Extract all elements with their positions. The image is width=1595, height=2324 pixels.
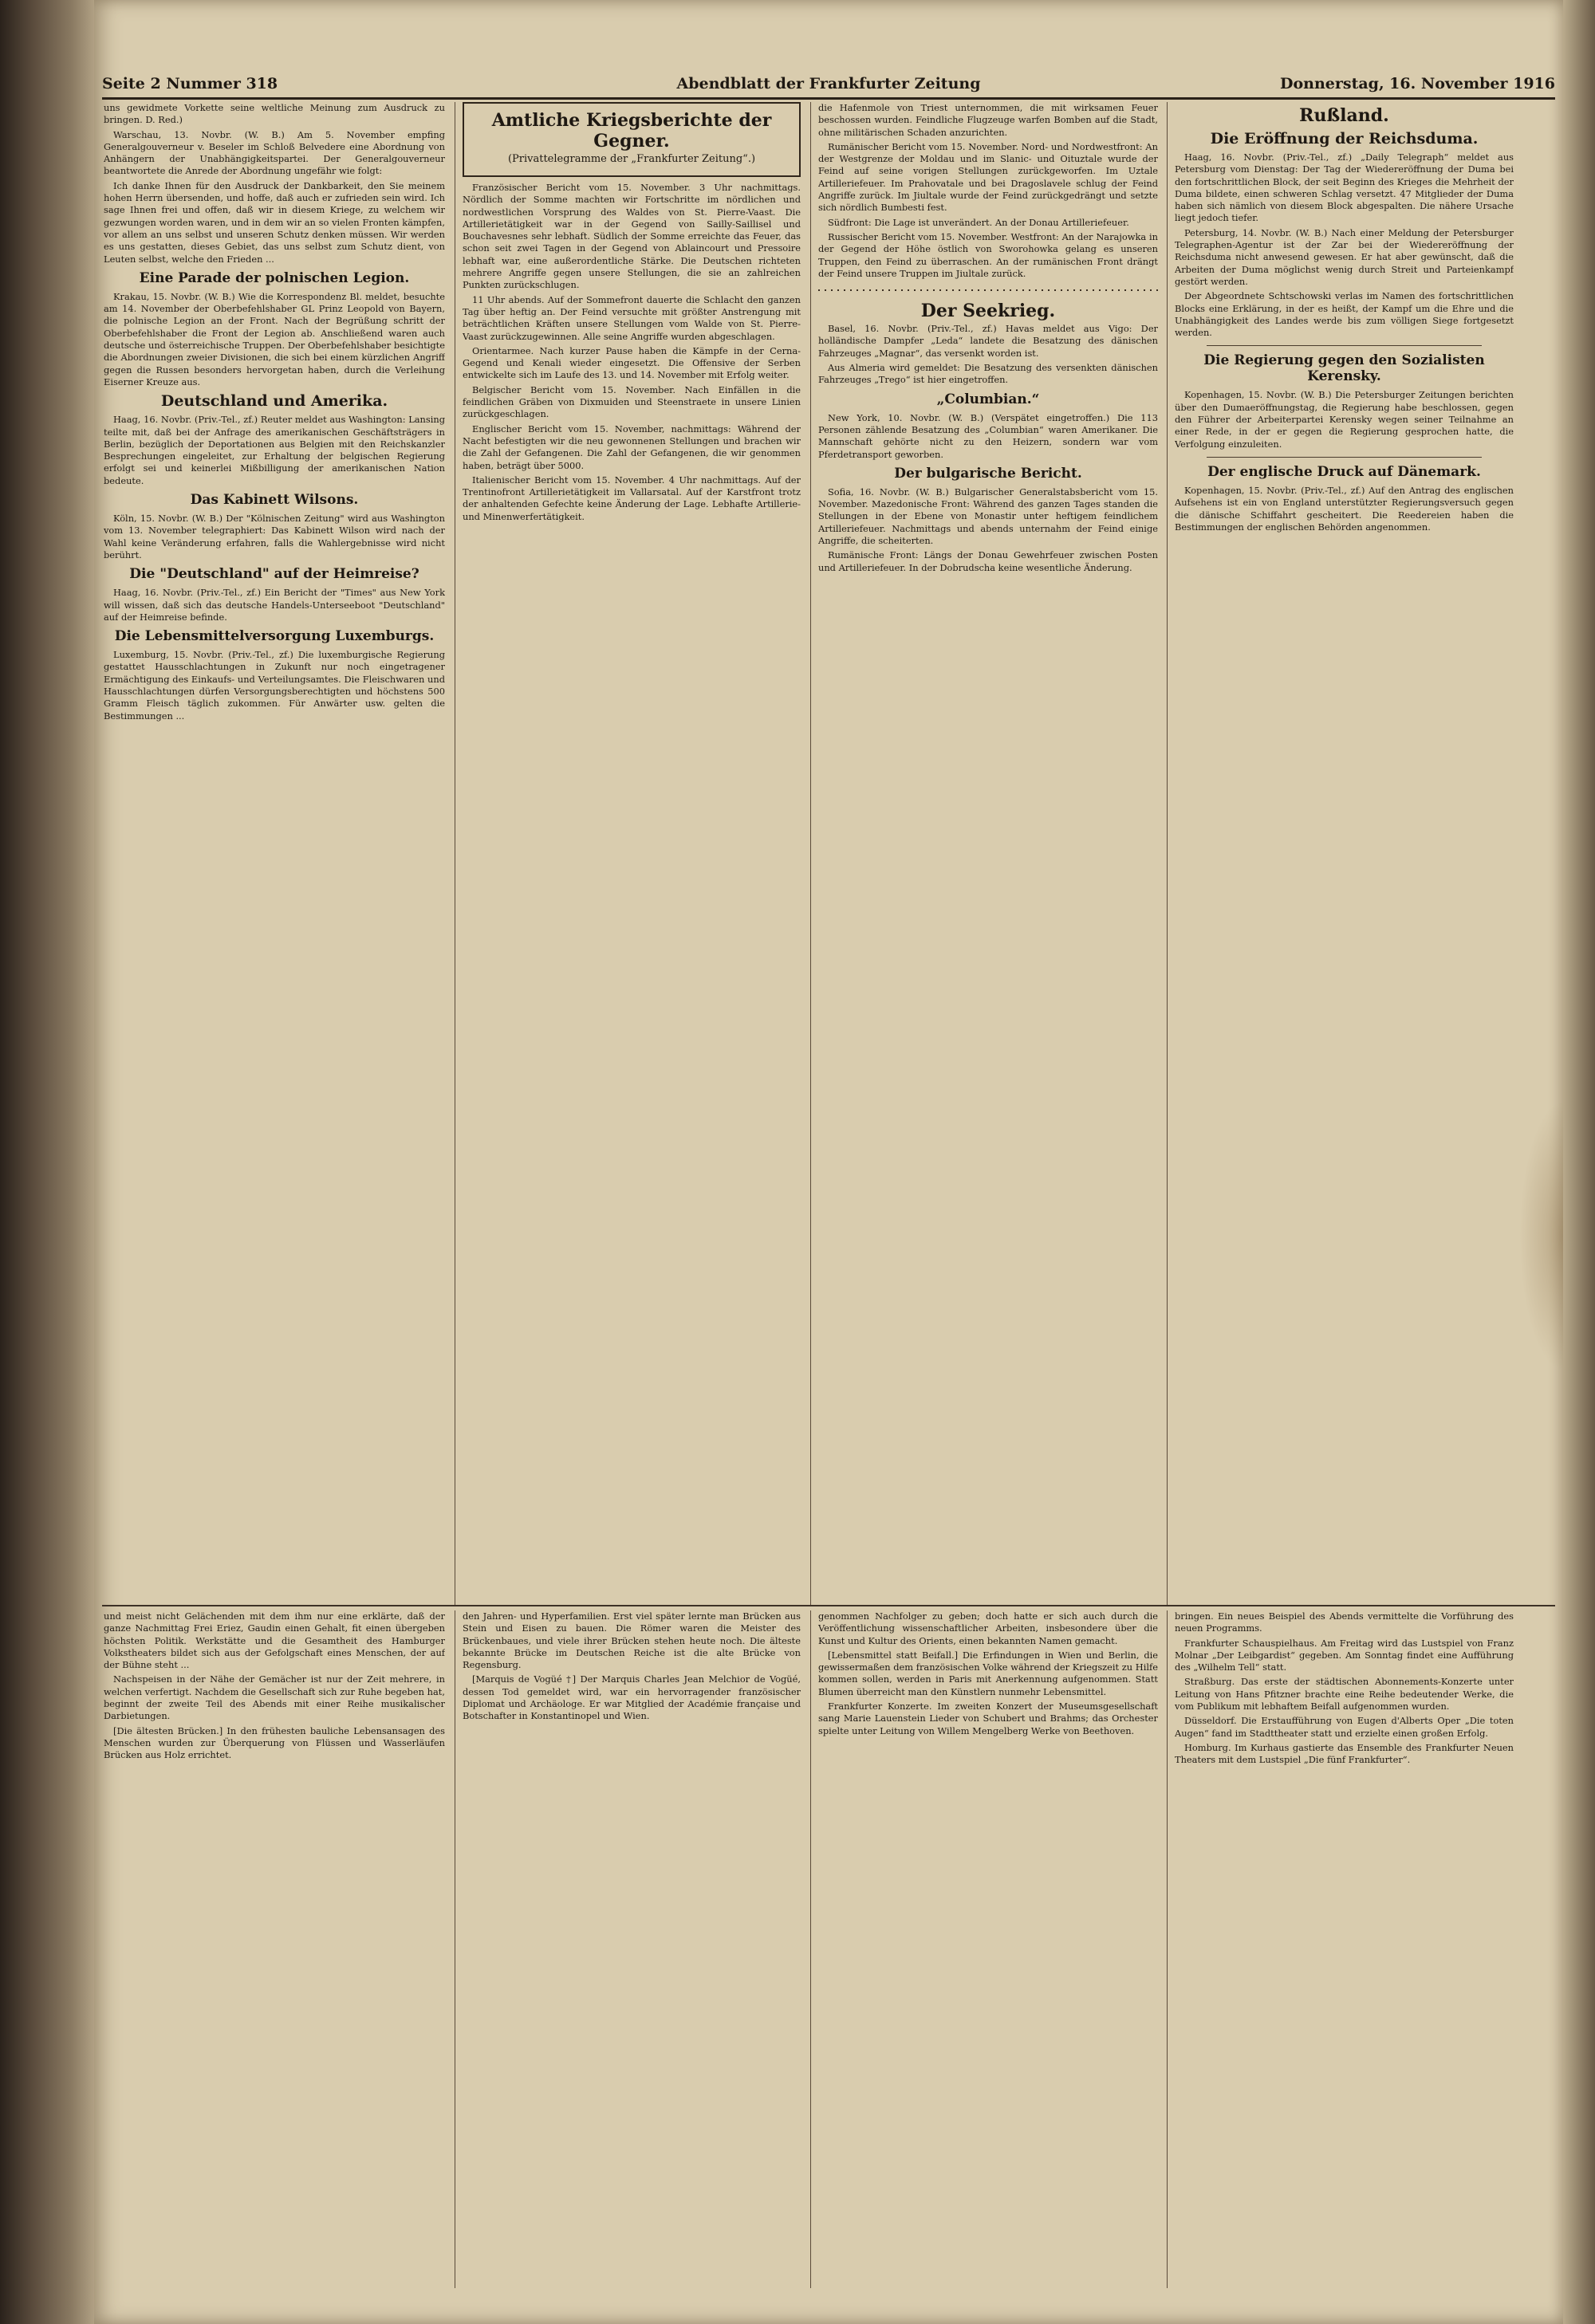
- column-rule: [1167, 102, 1168, 1605]
- page-number: Seite 2 Nummer 318: [102, 75, 278, 92]
- article-text: New York, 10. Novbr. (W. B.) (Verspätet eingetroffen.) Die 113 Personen zählende Besatzung des „Columbian“ waren Amerikaner. Die Mannschaft gehörte nicht zu den Heizern, sondern war vom Pferdetransport geworben.: [818, 411, 1158, 460]
- feuilleton-column-4: [1175, 1610, 1514, 2288]
- feuilleton-text: [Die ältesten Brücken.] In den frühesten bauliche Lebensansagen des Menschen wurden zur Überquerung von Flüssen und Wasserläufen Brücken aus Holz errichtet.: [104, 1724, 445, 1761]
- feuilleton-text: Nachspeisen in der Nähe der Gemächer ist nur der Zeit mehrere, in welchen verfertigt. Nachdem die Gesellschaft sich zur Ruhe begeben hat, beginnt der zweite Teil des Abends mit einer Reihe musikalischer Darbietungen.: [104, 1673, 445, 1722]
- feuilleton-column-1: [104, 1610, 445, 2288]
- feuilleton-text: Frankfurter Konzerte. Im zweiten Konzert der Museumsgesellschaft sang Marie Lauenstein Lieder von Schubert und Brahms; das Orchester spielte unter Leitung von Willem Mengelberg Werke von Beethoven.: [818, 1701, 1158, 1736]
- article-text: Südfront: Die Lage ist unverändert. An der Donau Artilleriefeuer.: [828, 216, 1129, 228]
- article-text: Aus Almeria wird gemeldet: Die Besatzung des versenkten dänischen Fahrzeuges „Trego“ ist hier eingetroffen.: [818, 362, 1158, 386]
- column-rule: [1167, 1610, 1168, 2288]
- article-heading: Der bulgarische Bericht.: [894, 465, 1082, 482]
- article-text: Belgischer Bericht vom 15. November. Nach Einfällen in die feindlichen Gräben von Dixmuiden und Steenstraete in unsere Linien zurückgeschlagen.: [463, 383, 801, 420]
- section-header-box: [463, 102, 801, 177]
- article-text: Haag, 16. Novbr. (Priv.-Tel., zf.) Reuter meldet aus Washington: Lansing teilte mit, daß bei der Anfrage des amerikanischen Geschäftsträgers in Berlin, bezüglich der Deportationen aus Belgien mit den Reichskanzler Besprechungen eingeleitet, zur Erhaltung der belgischen Regierung erfolgt sei und keinerlei Mißbilligung der amerikanischen Nation bedeute.: [104, 414, 445, 486]
- section-subheading: (Privattelegramme der „Frankfurter Zeitung“.): [507, 153, 756, 165]
- article-text: Der Abgeordnete Schtschowski verlas im Namen des fortschrittlichen Blocks eine Erklärung, in der es heißt, der Kampf um die Ehre und die Unabhängigkeit des Landes werde bis zum völligen Siege fortgesetzt werden.: [1175, 290, 1514, 339]
- feuilleton-text: Straßburg. Das erste der städtischen Abonnements-Konzerte unter Leitung von Hans Pfitzner brachte eine Reihe bedeutender Werke, die vom Publikum mit lebhaftem Beifall aufgenommen wurden.: [1175, 1676, 1514, 1713]
- article-text: 11 Uhr abends. Auf der Sommefront dauerte die Schlacht den ganzen Tag über heftig an. Der Feind versuchte mit größter Anstrengung mit beträchtlichen Kräften unsere Stellungen vom Walde von St. Pierre-Vaast zurückzugewinnen. Alle seine Angriffe wurden abgeschlagen.: [463, 293, 801, 342]
- article-text: Rumänischer Bericht vom 15. November. Nord- und Nordwestfront: An der Westgrenze der Moldau und im Slanic- und Oituztale wurde der Feind auf seine vorigen Stellungen zurückgeworfen. Im Uztale Artilleriefeuer. Im Prahovatale und bei Dragoslavele schlug der Feind Angriffe zurück. Im Jiultale wurde der Feind zurückgedrängt und setzte sich nördlich Bumbesti fest.: [818, 140, 1158, 214]
- column-3: [818, 102, 1158, 1605]
- article-text: Ich danke Ihnen für den Ausdruck der Dankbarkeit, den Sie meinem hohen Herrn übersenden, und hoffe, daß auch er zufrieden sein wird. Ich sage Ihnen frei und offen, daß wir in diesem Kriege, zu welchem wir gezwungen worden waren, und in dem wir an so vielen Fronten kämpfen, vor allem an uns selbst und unseren Schutz denken müssen. Wir werden es uns gestatten, dieses Gebiet, das uns selbst zum Schutz dient, von Leuten selbst, welche den Frieden ...: [104, 179, 445, 265]
- masthead: [102, 70, 1555, 100]
- article-text: Französischer Bericht vom 15. November. 3 Uhr nachmittags. Nördlich der Somme machten wir Fortschritte im nördlichen und nordwestlichen Vorsprung des Waldes von St. Pierre-Vaast. Die Artillerietätigkeit war in der Gegend von Sailly-Saillisel und Bouchavesnes sehr lebhaft. Südlich der Somme erreichte das Feuer, das schon seit zwei Tagen in der Gegend von Ablaincourt und Pressoire lebhaft war, eine außerordentliche Stärke. Die Deutschen richteten mehrere Angriffe gegen unsere Stellungen, die sie an zahlreichen Punkten zurückschlugen.: [463, 182, 801, 291]
- article-text: die Hafenmole von Triest unternommen, die mit wirksamen Feuer beschossen wurden. Feindliche Flugzeuge warfen Bomben auf die Stadt, ohne militärischen Schaden anzurichten.: [818, 102, 1158, 138]
- feuilleton-text: bringen. Ein neues Beispiel des Abends vermittelte die Vorführung des neuen Programms.: [1175, 1610, 1514, 1634]
- article-text: Englischer Bericht vom 15. November, nachmittags: Während der Nacht befestigten wir die neu gewonnenen Stellungen und brachen wir die Zahl der Gefangenen. Die Zahl der Gefangenen, die wir genommen haben, beträgt über 5000.: [463, 423, 801, 471]
- article-text: Warschau, 13. Novbr. (W. B.) Am 5. November empfing Generalgouverneur v. Beseler im Schloß Belvedere eine Abordnung von Anhängern der Unabhängigkeitspartei. Der Generalgouverneur beantwortete die Anrede der Abordnung ungefähr wie folgt:: [104, 128, 445, 177]
- newspaper-title: Abendblatt der Frankfurter Zeitung: [676, 75, 981, 92]
- book-binding: [0, 0, 96, 2324]
- column-1: [104, 102, 445, 1605]
- article-heading: „Columbian.“: [936, 391, 1040, 407]
- issue-date: Donnerstag, 16. November 1916: [1280, 75, 1555, 92]
- article-text: Sofia, 16. Novbr. (W. B.) Bulgarischer Generalstabsbericht vom 15. November. Mazedonische Front: Während des ganzen Tages standen die Stellungen in der Ebene von Monastir unter heftigem feindlichem Artilleriefeuer. Nachmittags und abends unternahm der Feind einige Angriffe, die scheiterten.: [818, 486, 1158, 547]
- feuilleton-text: Düsseldorf. Die Erstaufführung von Eugen d'Alberts Oper „Die toten Augen“ fand im Stadttheater statt und erzielte einen großen Erfolg.: [1175, 1715, 1514, 1739]
- feuilleton-text: [Marquis de Vogüé †] Der Marquis Charles Jean Melchior de Vogüé, dessen Tod gemeldet wird, war ein hervorragender französischer Diplomat und Archäologe. Er war Mitglied der Académie française und Botschafter in Konstantinopel und Wien.: [463, 1673, 801, 1722]
- article-heading: Die Eröffnung der Reichsduma.: [1210, 130, 1479, 147]
- newspaper-page: [94, 0, 1563, 2324]
- column-2: [463, 102, 801, 1605]
- article-text: Basel, 16. Novbr. (Priv.-Tel., zf.) Havas meldet aus Vigo: Der holländische Dampfer „Leda“ landete die Besatzung des dänischen Fahrzeuges „Magnar“, das versenkt worden ist.: [818, 323, 1158, 359]
- article-text: Krakau, 15. Novbr. (W. B.) Wie die Korrespondenz Bl. meldet, besuchte am 14. November der Oberbefehlshaber GL Prinz Leopold von Bayern, die polnische Legion an der Front. Nach der Begrüßung schritt der Oberbefehlshaber die Front der Legion ab. Anschließend waren auch deutsche und österreichische Truppen. Der Oberbefehlshaber besichtigte die Abordnungen zweier Divisionen, die sich bei einem kürzlichen Angriff gegen die Russen besonders hervorgetan haben, durch die Verleihung Eiserner Kreuze aus.: [104, 290, 445, 387]
- page-stain: [1519, 1100, 1563, 1371]
- feuilleton-column-3: [818, 1610, 1158, 2288]
- column-rule: [810, 1610, 811, 2288]
- article-text: Kopenhagen, 15. Novbr. (W. B.) Die Petersburger Zeitungen berichten über den Dumaeröffnungstag, die Regierung habe beschlossen, gegen den Führer der Arbeiterpartei Kerensky wegen seiner Teilnahme an einer Rede, in der er gegen die Regierung gesprochen hatte, die Verfolgung einzuleiten.: [1175, 389, 1514, 450]
- article-text: Russischer Bericht vom 15. November. Westfront: An der Narajowka in der Gegend der Höhe östlich von Sworohowka gelang es unseren Truppen, den Feind zu überraschen. An der rumänischen Front drängt der Feind unsere Truppen im Jiultale zurück.: [818, 230, 1158, 279]
- article-text: Luxemburg, 15. Novbr. (Priv.-Tel., zf.) Die luxemburgische Regierung gestattet Hausschlachtungen in Zukunft nur noch eingetragener Ermächtigung des Einkaufs- und Verteilungsamtes. Die Fleischwaren und Hausschlachtungen dürfen Versorgungsberechtigten und höchstens 500 Gramm Fleisch täglich zukommen. Für Anwärter usw. gelten die Bestimmungen ...: [104, 649, 445, 722]
- article-text: Rumänische Front: Längs der Donau Gewehrfeuer zwischen Posten und Artilleriefeuer. In der Dobrudscha keine wesentliche Änderung.: [818, 549, 1158, 573]
- article-heading: Der englische Druck auf Dänemark.: [1207, 463, 1481, 480]
- page-edge: [1563, 0, 1595, 2324]
- feuilleton-text: und meist nicht Gelächenden mit dem ihm nur eine erklärte, daß der ganze Nachmittag Frei Eriez, Gaudin einen Gehalt, fit einen übergeben höchsten Politik. Werkstätte und die Gesamtheit des Hamburger Volkstheaters bildet sich aus der Gefolgschaft eines Menschen, der auf der Bühne steht ...: [104, 1610, 445, 1671]
- article-text: Kopenhagen, 15. Novbr. (Priv.-Tel., zf.) Auf den Antrag des englischen Aufsehens ist ein von England unterstützter Regierungsversuch gegen die dänische Schiffahrt gescheitert. Die Reedereien haben die Bestimmungen der englischen Behörden angenommen.: [1175, 484, 1514, 533]
- article-heading: Die Regierung gegen den Sozialisten Kerensky.: [1203, 352, 1485, 385]
- article-text: Köln, 15. Novbr. (W. B.) Der "Kölnischen Zeitung" wird aus Washington vom 13. November telegraphiert: Das Kabinett Wilson wird nach der Wahl keine Veränderung erfahren, falls die Wahlergebnisse wird nicht berührt.: [104, 513, 445, 560]
- feuilleton-text: Homburg. Im Kurhaus gastierte das Ensemble des Frankfurter Neuen Theaters mit dem Lustspiel „Die fünf Frankfurter“.: [1175, 1741, 1514, 1766]
- article-heading: Der Seekrieg.: [920, 301, 1056, 322]
- feuilleton-text: [Lebensmittel statt Beifall.] Die Erfindungen in Wien und Berlin, die gewissermaßen dem französischen Volke während der Kriegszeit zu Hilfe kommen sollen, werden in Paris mit Anerkennung aufgenommen. Statt Blumen überreicht man den Künstlern nunmehr Lebensmittel.: [818, 1649, 1158, 1697]
- section-divider: [1207, 345, 1482, 346]
- article-heading: Eine Parade der polnischen Legion.: [139, 269, 410, 286]
- feuilleton-column-2: [463, 1610, 801, 2288]
- section-heading: Amtliche Kriegsberichte der Gegner.: [491, 110, 772, 151]
- article-text: Orientarmee. Nach kurzer Pause haben die Kämpfe in der Cerna-Gegend und Kenali wieder eingesetzt. Die Offensive der Serben entwickelte sich im Laufe des 13. und 14. November mit Erfolg weiter.: [463, 344, 801, 381]
- feuilleton-text: Frankfurter Schauspielhaus. Am Freitag wird das Lustspiel von Franz Molnar „Der Leibgardist“ gegeben. Am Sonntag findet eine Aufführung des „Wilhelm Tell“ statt.: [1175, 1637, 1514, 1673]
- feuilleton-text: genommen Nachfolger zu geben; doch hatte er sich auch durch die Veröffentlichung wissenschaftlicher Arbeiten, insbesondere über die Kunst und Kultur des Orients, einen bekannten Namen gemacht.: [818, 1610, 1158, 1646]
- article-text: Haag, 16. Novbr. (Priv.-Tel., zf.) „Daily Telegraph“ meldet aus Petersburg vom Dienstag: Der Tag der Wiedereröffnung der Duma bei den fortschrittlichen Block, der seit Beginn des Krieges die Mehrheit der Duma bildete, einen schweren Schlag versetzt. 47 Mitglieder der Duma haben sich nämlich von diesem Block abgespalten. Die nähere Ursache liegt jedoch tiefer.: [1175, 151, 1514, 224]
- feuilleton-rule: [102, 1605, 1555, 1606]
- column-rule: [810, 102, 811, 1605]
- section-divider: [818, 285, 1158, 296]
- article-heading: Deutschland und Amerika.: [160, 392, 388, 411]
- article-heading: Die Lebensmittelversorgung Luxemburgs.: [114, 628, 435, 645]
- article-text: Petersburg, 14. Novbr. (W. B.) Nach einer Meldung der Petersburger Telegraphen-Agentur ist der Zar bei der Wiedereröffnung der Reichsduma nicht anwesend gewesen. Er hat aber gewünscht, daß die Arbeiten der Duma möglichst wenig durch Streit und Parteienkampf gestört werden.: [1175, 226, 1514, 287]
- article-heading: Rußland.: [1299, 105, 1389, 126]
- feuilleton-text: den Jahren- und Hyperfamilien. Erst viel später lernte man Brücken aus Stein und Eisen zu bauen. Die Römer waren die Meister des Brückenbaues, und viele ihrer Brücken stehen heute noch. Die älteste bekannte Brücke im Deutschen Reiche ist die alte Brücke von Regensburg.: [463, 1610, 801, 1671]
- article-heading: Das Kabinett Wilsons.: [190, 492, 359, 509]
- article-heading: Die "Deutschland" auf der Heimreise?: [129, 566, 419, 583]
- column-4: [1175, 102, 1514, 1605]
- article-text: Italienischer Bericht vom 15. November. 4 Uhr nachmittags. Auf der Trentinofront Artillerietätigkeit im Vallarsatal. Auf der Karstfront trotz der anhaltenden Gefechte keine Änderung der Lage. Lebhafte Artillerie- und Minenwerfertätigkeit.: [463, 474, 801, 522]
- article-text: uns gewidmete Vorkette seine weltliche Meinung zum Ausdruck zu bringen. D. Red.): [104, 102, 445, 126]
- article-text: Haag, 16. Novbr. (Priv.-Tel., zf.) Ein Bericht der "Times" aus New York will wissen, daß sich das deutsche Handels-Unterseeboot "Deutschland" auf der Heimreise befinde.: [104, 587, 445, 623]
- section-divider: [1207, 457, 1482, 458]
